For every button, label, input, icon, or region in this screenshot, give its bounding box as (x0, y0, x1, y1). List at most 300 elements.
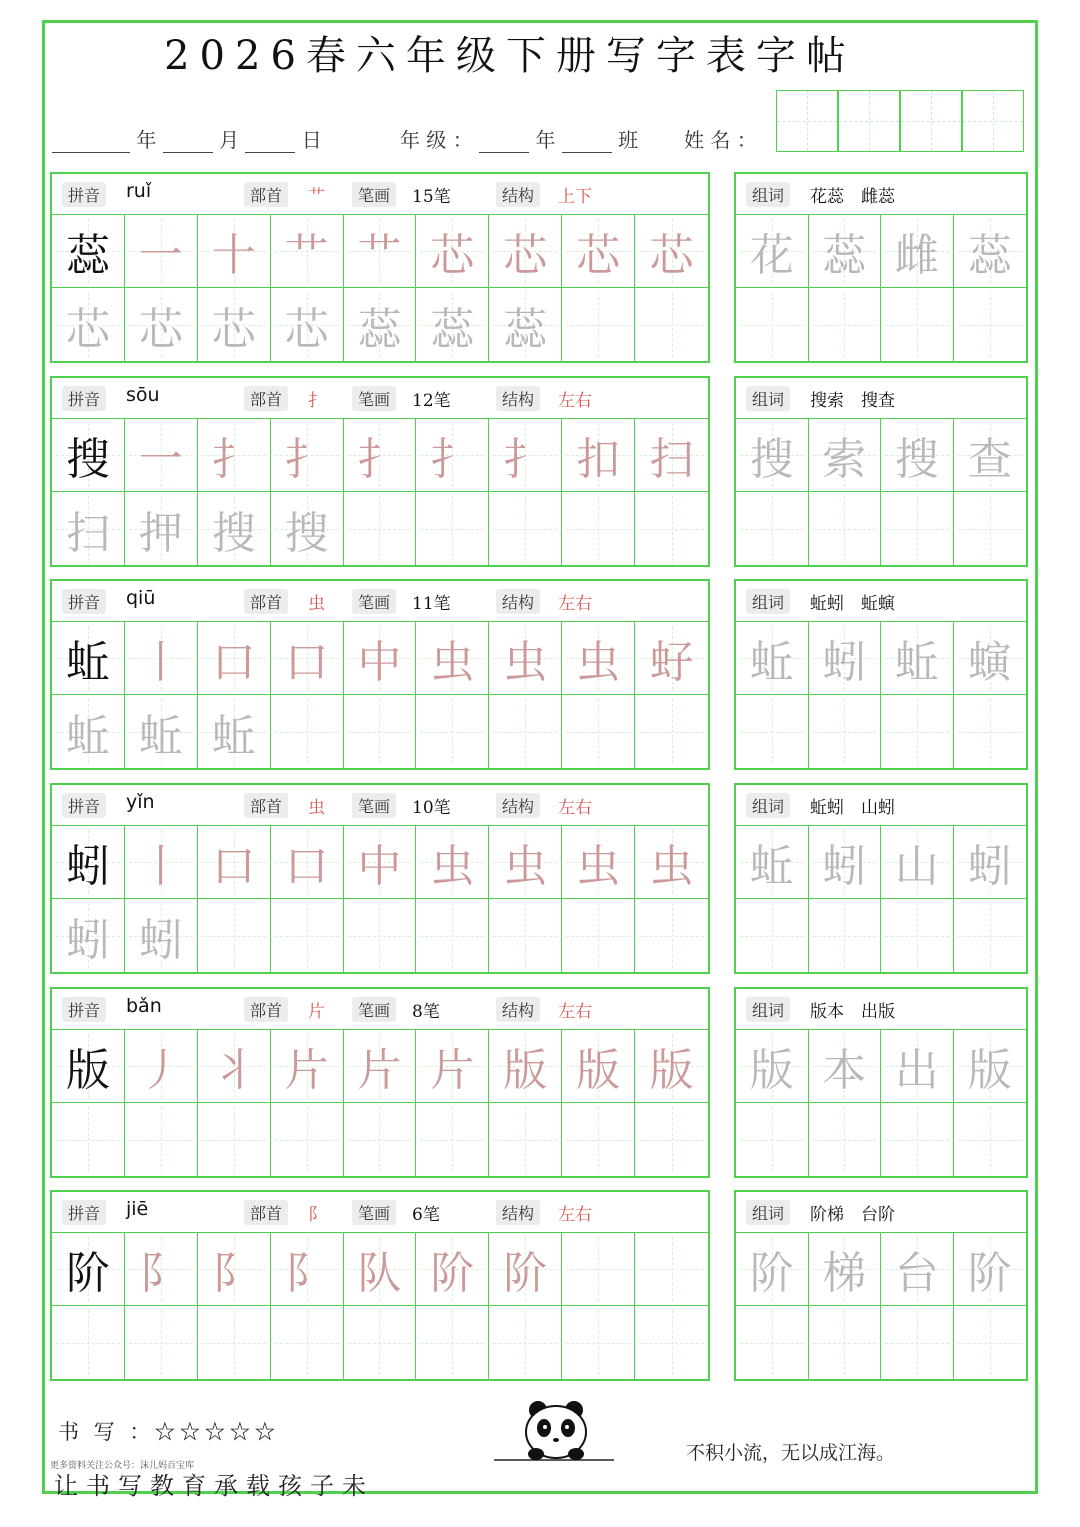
stroke-order-cell[interactable] (416, 622, 489, 695)
stroke-order-cell[interactable] (125, 419, 198, 492)
stroke-order-cell[interactable] (635, 826, 708, 899)
practice-cell[interactable] (489, 1103, 562, 1176)
char-info-bar (52, 174, 708, 215)
practice-cell[interactable] (198, 288, 271, 361)
stroke-order-cell[interactable] (635, 1030, 708, 1103)
pinyin-value: jiē (126, 1198, 149, 1220)
words-info-bar (736, 378, 1026, 419)
strokes-value: 12笔 (412, 391, 451, 411)
word-cell[interactable] (954, 1103, 1027, 1176)
word-cell[interactable] (881, 419, 954, 492)
word-glyph: 索 (822, 434, 867, 485)
stroke-order-cell-glyph: 一 (138, 434, 183, 485)
practice-cell[interactable] (198, 899, 271, 972)
stroke-order-cell-glyph: 虫 (430, 637, 475, 688)
word-cell[interactable] (881, 1103, 954, 1176)
word-cell[interactable] (881, 288, 954, 361)
word-glyph: 蚯 (749, 841, 794, 892)
class-blank[interactable] (562, 134, 612, 153)
stroke-order-cell[interactable] (271, 1233, 344, 1306)
word-cell[interactable] (954, 1030, 1027, 1103)
words-panel (734, 783, 1028, 974)
stroke-order-cell[interactable] (416, 1233, 489, 1306)
practice-cell[interactable] (344, 1103, 417, 1176)
stroke-order-cell[interactable] (489, 826, 562, 899)
model-char-cell-glyph: 蕊 (65, 230, 110, 281)
stroke-order-cell[interactable] (271, 419, 344, 492)
model-char-cell-glyph: 阶 (65, 1248, 110, 1299)
word-cell[interactable] (954, 1233, 1027, 1306)
practice-cell[interactable] (52, 1306, 125, 1379)
practice-cell[interactable] (52, 1103, 125, 1176)
stroke-order-cell[interactable] (344, 419, 417, 492)
name-box[interactable] (900, 90, 962, 152)
stroke-order-cell-glyph: 虸 (649, 637, 694, 688)
stroke-order-cell[interactable] (635, 215, 708, 288)
char-info-bar (52, 785, 708, 826)
stroke-order-cell-glyph: 芯 (430, 230, 475, 281)
stroke-order-cell[interactable] (125, 826, 198, 899)
word-cell[interactable] (736, 1233, 809, 1306)
stroke-order-cell-glyph: 丬 (211, 1045, 256, 1096)
stroke-order-cell[interactable] (344, 215, 417, 288)
stroke-order-cell-glyph: 中 (357, 841, 402, 892)
stroke-order-cell[interactable] (344, 1233, 417, 1306)
words-value: 蚯蚓 蚯螾 (810, 594, 895, 614)
word-glyph: 蚓 (822, 841, 867, 892)
practice-cell-glyph: 蕊 (430, 303, 475, 355)
word-cell[interactable] (954, 695, 1027, 768)
stroke-order-cell[interactable] (416, 1030, 489, 1103)
stroke-order-cell[interactable] (344, 1030, 417, 1103)
stroke-order-cell[interactable] (125, 1233, 198, 1306)
word-cell[interactable] (809, 695, 882, 768)
year-label: 年 (136, 128, 157, 152)
stroke-order-cell-glyph: 阶 (503, 1248, 548, 1299)
stroke-order-cell[interactable] (198, 215, 271, 288)
practice-cell[interactable] (271, 1306, 344, 1379)
stroke-order-cell-glyph: 艹 (284, 230, 329, 281)
model-char-cell[interactable] (52, 1233, 125, 1306)
words-info-bar (736, 174, 1026, 215)
stroke-order-cell[interactable] (198, 1233, 271, 1306)
stroke-order-cell[interactable] (125, 622, 198, 695)
practice-cell[interactable] (344, 288, 417, 361)
practice-cell[interactable] (125, 288, 198, 361)
practice-cell-glyph: 押 (138, 507, 183, 559)
word-glyph: 台 (894, 1248, 939, 1299)
stroke-order-cell-glyph: 片 (357, 1045, 402, 1096)
practice-cell-glyph: 芯 (138, 303, 183, 355)
words-value: 蚯蚓 山蚓 (810, 798, 895, 818)
strokes-tag: 笔画 (352, 793, 396, 818)
radical-value: 扌 (308, 391, 325, 411)
practice-cell-glyph: 蚓 (138, 914, 183, 966)
stroke-order-cell[interactable] (416, 419, 489, 492)
word-glyph: 雌 (894, 230, 939, 281)
word-cell[interactable] (954, 622, 1027, 695)
stroke-order-cell[interactable] (562, 215, 635, 288)
stroke-order-cell-glyph: 虫 (430, 841, 475, 892)
quote: 不积小流，无以成江海。 (686, 1442, 896, 1464)
word-cell[interactable] (954, 826, 1027, 899)
word-cell[interactable] (736, 215, 809, 288)
stroke-order-cell-glyph: 扌 (284, 434, 329, 485)
stroke-order-cell[interactable] (562, 1030, 635, 1103)
stroke-order-cell-glyph: 虫 (503, 841, 548, 892)
strokes-tag: 笔画 (352, 1200, 396, 1225)
practice-cell[interactable] (52, 492, 125, 565)
pinyin-tag: 拼音 (62, 589, 106, 614)
words-info-bar (736, 989, 1026, 1030)
stroke-order-cell[interactable] (271, 1030, 344, 1103)
words-panel (734, 376, 1028, 567)
word-cell[interactable] (881, 492, 954, 565)
word-cell[interactable] (736, 1030, 809, 1103)
word-cell[interactable] (954, 215, 1027, 288)
stroke-order-cell-glyph: 队 (357, 1248, 402, 1299)
word-cell[interactable] (736, 899, 809, 972)
pinyin-value: yǐn (126, 791, 155, 813)
model-char-cell[interactable] (52, 1030, 125, 1103)
word-cell[interactable] (809, 1030, 882, 1103)
radical-tag: 部首 (244, 589, 288, 614)
stroke-order-cell[interactable] (635, 622, 708, 695)
stroke-order-cell[interactable] (271, 826, 344, 899)
practice-cell-glyph: 蚓 (65, 914, 110, 966)
practice-cell[interactable] (416, 492, 489, 565)
practice-cell[interactable] (198, 695, 271, 768)
stroke-order-cell[interactable] (271, 215, 344, 288)
word-glyph: 出 (894, 1045, 939, 1096)
practice-cell[interactable] (344, 1306, 417, 1379)
structure-tag: 结构 (496, 386, 540, 411)
stroke-order-cell[interactable] (125, 1030, 198, 1103)
grade-blank[interactable] (479, 134, 529, 153)
practice-cell-glyph: 蚯 (138, 710, 183, 762)
practice-cell[interactable] (198, 1103, 271, 1176)
word-cell[interactable] (736, 622, 809, 695)
word-cell[interactable] (809, 288, 882, 361)
strokes-tag: 笔画 (352, 182, 396, 207)
word-cell[interactable] (954, 1306, 1027, 1379)
month-blank[interactable] (163, 134, 213, 153)
practice-cell[interactable] (635, 1103, 708, 1176)
word-cell[interactable] (954, 899, 1027, 972)
practice-cell[interactable] (271, 288, 344, 361)
stroke-order-cell[interactable] (198, 1030, 271, 1103)
word-cell[interactable] (881, 1233, 954, 1306)
stroke-order-cell-glyph: 虫 (503, 637, 548, 688)
word-cell[interactable] (881, 899, 954, 972)
char-info-bar (52, 581, 708, 622)
pinyin-value: qiū (126, 587, 156, 609)
practice-cell[interactable] (125, 492, 198, 565)
practice-cell[interactable] (271, 492, 344, 565)
words-value: 搜索 搜查 (810, 391, 895, 411)
word-cell[interactable] (736, 1103, 809, 1176)
stroke-order-cell[interactable] (344, 622, 417, 695)
practice-cell[interactable] (271, 899, 344, 972)
class-label: 班 (618, 128, 639, 152)
structure-value: 上下 (558, 187, 592, 207)
stroke-order-cell[interactable] (562, 826, 635, 899)
stroke-order-cell-glyph: 口 (284, 841, 329, 892)
stroke-order-cell-glyph: 丿 (138, 1045, 183, 1096)
stroke-order-cell-glyph: 版 (503, 1045, 548, 1096)
word-glyph: 本 (822, 1045, 867, 1096)
practice-cell[interactable] (344, 492, 417, 565)
name-box[interactable] (962, 90, 1024, 152)
practice-cell[interactable] (635, 492, 708, 565)
words-tag: 组词 (746, 589, 790, 614)
practice-cell[interactable] (562, 1103, 635, 1176)
word-glyph: 螾 (967, 637, 1012, 688)
word-cell[interactable] (809, 1306, 882, 1379)
practice-cell[interactable] (271, 695, 344, 768)
word-cell[interactable] (809, 1233, 882, 1306)
word-glyph: 山 (894, 841, 939, 892)
word-glyph: 梯 (822, 1248, 867, 1299)
word-glyph: 花 (749, 230, 794, 281)
name-box[interactable] (776, 90, 838, 152)
practice-cell[interactable] (416, 899, 489, 972)
radical-tag: 部首 (244, 1200, 288, 1225)
stroke-order-cell[interactable] (489, 1233, 562, 1306)
stroke-order-cell-glyph: 口 (211, 841, 256, 892)
word-glyph: 搜 (749, 434, 794, 485)
structure-tag: 结构 (496, 997, 540, 1022)
stroke-order-cell[interactable] (271, 622, 344, 695)
practice-cell-glyph: 蚯 (65, 710, 110, 762)
strokes-value: 15笔 (412, 187, 451, 207)
stroke-order-cell[interactable] (416, 826, 489, 899)
words-tag: 组词 (746, 386, 790, 411)
stroke-order-cell[interactable] (562, 419, 635, 492)
stroke-order-cell[interactable] (489, 215, 562, 288)
pinyin-tag: 拼音 (62, 793, 106, 818)
practice-cell[interactable] (271, 1103, 344, 1176)
practice-cell[interactable] (125, 1103, 198, 1176)
words-panel (734, 1190, 1028, 1381)
stroke-order-cell[interactable] (635, 1233, 708, 1306)
day-blank[interactable] (245, 134, 295, 153)
stroke-panel (50, 172, 710, 363)
stroke-order-cell-glyph: 中 (357, 637, 402, 688)
pinyin-value: sōu (126, 384, 160, 406)
word-cell[interactable] (809, 826, 882, 899)
page-title: 2026春六年级下册写字表字帖 (164, 33, 856, 79)
stroke-order-cell[interactable] (489, 419, 562, 492)
stroke-order-cell[interactable] (489, 1030, 562, 1103)
words-info-bar (736, 581, 1026, 622)
word-cell[interactable] (809, 899, 882, 972)
practice-cell[interactable] (416, 288, 489, 361)
model-char-cell[interactable] (52, 419, 125, 492)
practice-cell-glyph: 搜 (284, 507, 329, 559)
practice-cell[interactable] (562, 492, 635, 565)
stroke-order-cell-glyph: 艹 (357, 230, 402, 281)
word-cell[interactable] (881, 1030, 954, 1103)
practice-cell[interactable] (635, 288, 708, 361)
words-panel (734, 172, 1028, 363)
radical-value: 虫 (308, 798, 325, 818)
model-char-cell[interactable] (52, 622, 125, 695)
practice-cell[interactable] (198, 492, 271, 565)
practice-cell[interactable] (344, 899, 417, 972)
practice-cell[interactable] (562, 1306, 635, 1379)
word-glyph: 蚯 (894, 637, 939, 688)
practice-cell[interactable] (562, 899, 635, 972)
stroke-order-cell-glyph: 口 (211, 637, 256, 688)
word-cell[interactable] (954, 492, 1027, 565)
word-glyph: 版 (749, 1045, 794, 1096)
word-cell[interactable] (809, 215, 882, 288)
practice-cell[interactable] (489, 1306, 562, 1379)
word-cell[interactable] (736, 826, 809, 899)
stroke-order-cell-glyph: 一 (138, 230, 183, 281)
model-char-cell[interactable] (52, 826, 125, 899)
practice-cell[interactable] (416, 1306, 489, 1379)
practice-cell[interactable] (416, 1103, 489, 1176)
name-box[interactable] (838, 90, 900, 152)
word-cell[interactable] (881, 695, 954, 768)
practice-cell[interactable] (52, 899, 125, 972)
model-char-cell-glyph: 搜 (65, 434, 110, 485)
stroke-order-cell-glyph: 阝 (284, 1248, 329, 1299)
practice-cell[interactable] (562, 695, 635, 768)
stroke-order-cell[interactable] (562, 622, 635, 695)
word-cell[interactable] (809, 1103, 882, 1176)
stroke-panel (50, 579, 710, 770)
score-line: 书 写 ：☆☆☆☆☆ (58, 1420, 280, 1444)
word-cell[interactable] (736, 695, 809, 768)
structure-value: 左右 (558, 1205, 592, 1225)
word-cell[interactable] (881, 826, 954, 899)
word-cell[interactable] (736, 492, 809, 565)
practice-cell[interactable] (52, 695, 125, 768)
structure-value: 左右 (558, 391, 592, 411)
day-label: 日 (301, 128, 322, 152)
stroke-order-cell-glyph: 扣 (576, 434, 621, 485)
stroke-order-cell[interactable] (562, 1233, 635, 1306)
structure-tag: 结构 (496, 1200, 540, 1225)
stroke-panel (50, 783, 710, 974)
practice-cell[interactable] (489, 492, 562, 565)
model-char-cell[interactable] (52, 215, 125, 288)
stroke-order-cell[interactable] (198, 419, 271, 492)
stroke-order-cell[interactable] (125, 215, 198, 288)
practice-cell[interactable] (489, 695, 562, 768)
practice-cell[interactable] (344, 695, 417, 768)
words-tag: 组词 (746, 182, 790, 207)
word-cell[interactable] (954, 288, 1027, 361)
practice-cell[interactable] (635, 1306, 708, 1379)
word-glyph: 蕊 (967, 230, 1012, 281)
strokes-value: 11笔 (412, 594, 451, 614)
word-cell[interactable] (809, 419, 882, 492)
word-glyph: 查 (967, 434, 1012, 485)
words-tag: 组词 (746, 793, 790, 818)
grade-label: 年 级 ： (400, 128, 473, 152)
practice-cell[interactable] (416, 695, 489, 768)
word-cell[interactable] (809, 622, 882, 695)
stroke-order-cell-glyph: 芯 (576, 230, 621, 281)
stroke-order-cell[interactable] (344, 826, 417, 899)
footer-note: 更多资料关注公众号：沫儿妈百宝库 (50, 1461, 195, 1471)
stroke-order-cell-glyph: 扌 (503, 434, 548, 485)
stroke-order-cell-glyph: 十 (211, 230, 256, 281)
practice-cell[interactable] (125, 1306, 198, 1379)
words-info-bar (736, 785, 1026, 826)
word-glyph: 版 (967, 1045, 1012, 1096)
footer-motto: 让书写教育承载孩子未 (54, 1472, 374, 1500)
word-glyph: 搜 (894, 434, 939, 485)
stroke-order-cell-glyph: 阶 (430, 1248, 475, 1299)
stroke-order-cell-glyph: 扌 (357, 434, 402, 485)
word-cell[interactable] (881, 1306, 954, 1379)
panda-icon (494, 1396, 614, 1468)
practice-cell[interactable] (489, 899, 562, 972)
practice-cell-glyph: 芯 (284, 303, 329, 355)
practice-cell[interactable] (198, 1306, 271, 1379)
stroke-order-cell[interactable] (198, 622, 271, 695)
word-cell[interactable] (736, 1306, 809, 1379)
structure-value: 左右 (558, 798, 592, 818)
practice-cell[interactable] (52, 288, 125, 361)
word-cell[interactable] (954, 419, 1027, 492)
pinyin-tag: 拼音 (62, 1200, 106, 1225)
stroke-panel (50, 1190, 710, 1381)
radical-value: 艹 (308, 187, 325, 207)
word-cell[interactable] (809, 492, 882, 565)
word-glyph: 蚯 (749, 637, 794, 688)
word-glyph: 蕊 (822, 230, 867, 281)
stroke-order-cell[interactable] (198, 826, 271, 899)
char-info-bar (52, 378, 708, 419)
word-cell[interactable] (881, 215, 954, 288)
words-info-bar (736, 1192, 1026, 1233)
word-cell[interactable] (881, 622, 954, 695)
strokes-tag: 笔画 (352, 997, 396, 1022)
year-blank[interactable] (52, 134, 130, 153)
practice-cell[interactable] (125, 695, 198, 768)
structure-value: 左右 (558, 1002, 592, 1022)
pinyin-tag: 拼音 (62, 386, 106, 411)
structure-value: 左右 (558, 594, 592, 614)
word-cell[interactable] (736, 288, 809, 361)
stroke-order-cell-glyph: 扫 (649, 434, 694, 485)
stroke-order-cell[interactable] (489, 622, 562, 695)
practice-cell[interactable] (489, 288, 562, 361)
practice-cell[interactable] (635, 695, 708, 768)
stroke-panel (50, 376, 710, 567)
practice-cell[interactable] (635, 899, 708, 972)
structure-tag: 结构 (496, 793, 540, 818)
stroke-order-cell-glyph: 阝 (211, 1248, 256, 1299)
practice-cell[interactable] (562, 288, 635, 361)
radical-tag: 部首 (244, 386, 288, 411)
words-tag: 组词 (746, 997, 790, 1022)
pinyin-tag: 拼音 (62, 182, 106, 207)
word-cell[interactable] (736, 419, 809, 492)
practice-cell[interactable] (125, 899, 198, 972)
grade-line (400, 124, 638, 153)
words-value: 阶梯 台阶 (810, 1205, 895, 1225)
stroke-order-cell-glyph: 版 (576, 1045, 621, 1096)
stroke-order-cell[interactable] (416, 215, 489, 288)
stroke-order-cell[interactable] (635, 419, 708, 492)
